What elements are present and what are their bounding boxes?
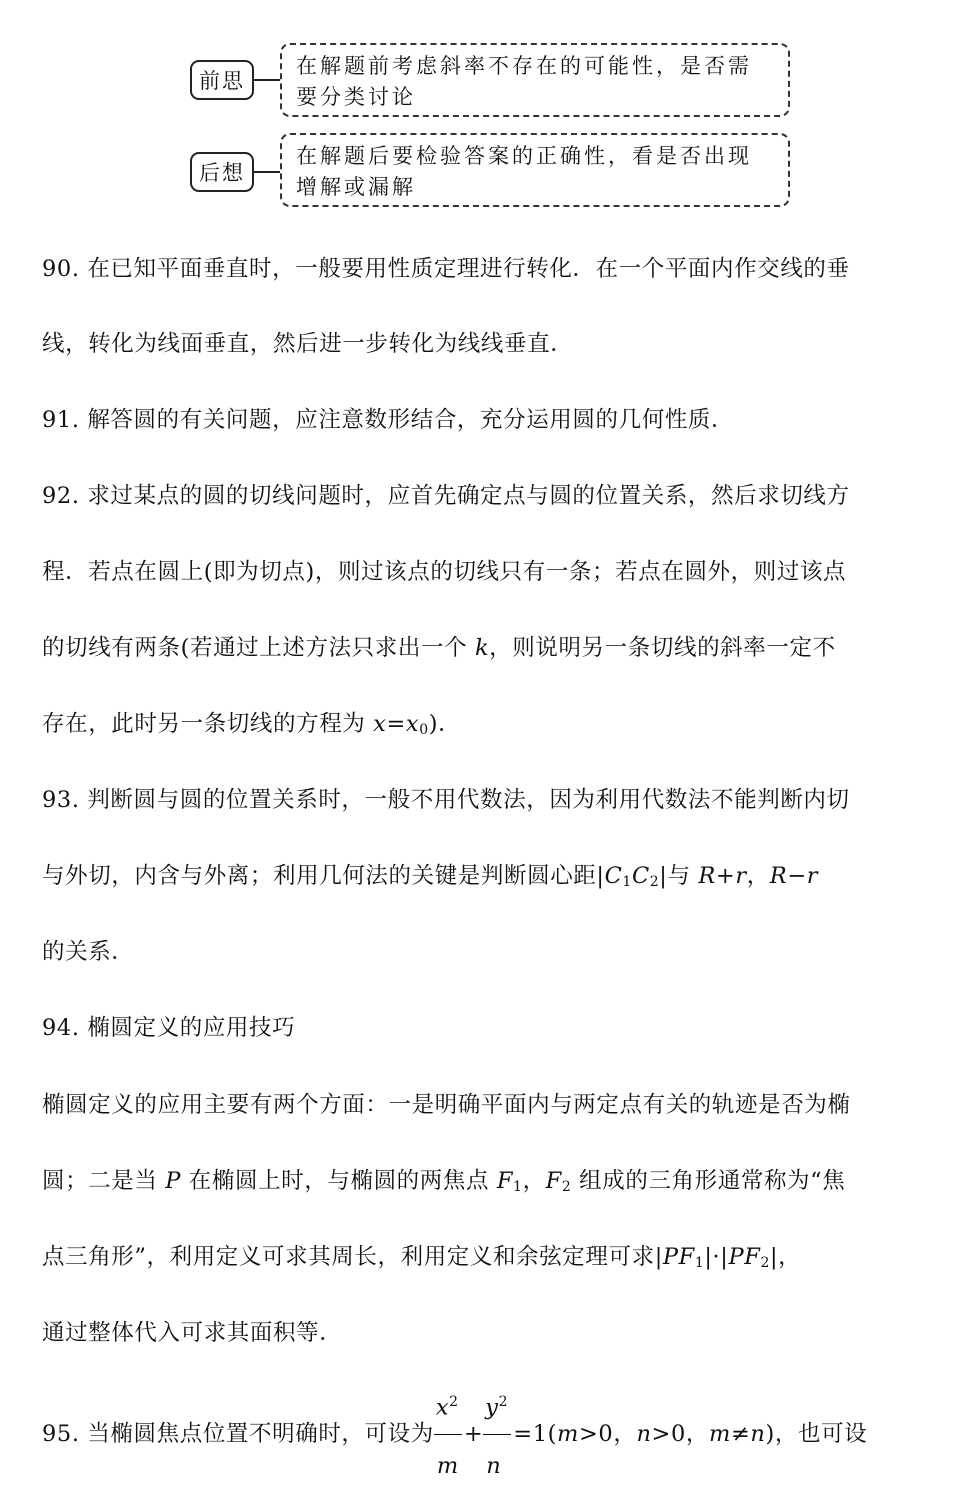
p94-line1: 椭圆定义的应用主要有两个方面：一是明确平面内与两定点有关的轨迹是否为椭 (42, 1092, 851, 1118)
p93-line3: 的关系． (42, 939, 135, 965)
p90-line1: 90. 在已知平面垂直时，一般要用性质定理进行转化．在一个平面内作交线的垂 (42, 256, 850, 282)
p90-line2: 线，转化为线面垂直，然后进一步转化为线线垂直． (42, 331, 574, 357)
tag-qiansi: 前思 (190, 60, 254, 100)
p94-line3: 点三角形”，利用定义可求其周长，利用定义和余弦定理可求$|PF_1|\cdot|PF_2|$， (42, 1244, 802, 1271)
tip-line: 在解题后要检验答案的正确性，看是否出现 (296, 144, 752, 168)
connector-line (254, 171, 280, 173)
p94-title: 94. 椭圆定义的应用技巧 (42, 1015, 296, 1041)
p92-line2: 程．若点在圆上(即为切点)，则过该点的切线只有一条；若点在圆外，则过该点 (42, 559, 847, 585)
tip-line: 要分类讨论 (296, 85, 416, 109)
p94-line4: 通过整体代入可求其面积等． (42, 1320, 343, 1346)
tip-line: 在解题前考虑斜率不存在的可能性，是否需 (296, 54, 752, 78)
p92-line1: 92. 求过某点的圆的切线问题时，应首先确定点与圆的位置关系，然后求切线方 (42, 483, 850, 509)
p92-line3: 的切线有两条(若通过上述方法只求出一个 k，则说明另一条切线的斜率一定不 (42, 635, 836, 661)
p93-line2: 与外切，内含与外离；利用几何法的关键是判断圆心距$|C_1C_2|$与 R+r，R−r (42, 863, 819, 890)
p92-line4: 存在，此时另一条切线的方程为 $x=x_0$)． (42, 711, 462, 738)
tag-houxiang: 后想 (190, 152, 254, 192)
connector-line (254, 79, 280, 81)
p94-line2: 圆；二是当 P 在椭圆上时，与椭圆的两焦点 $F_1$，$F_2$ 组成的三角形通常称为“焦 (42, 1168, 846, 1195)
p91-line1: 91. 解答圆的有关问题，应注意数形结合，充分运用圆的几何性质． (42, 407, 735, 433)
fraction-x2-m: $\frac{x^2}{m}$ (434, 1419, 464, 1449)
tip-line: 增解或漏解 (296, 175, 416, 199)
tip-box-before (280, 43, 790, 117)
tip-box-after (280, 133, 790, 207)
p93-line1: 93. 判断圆与圆的位置关系时，一般不用代数法，因为利用代数法不能判断内切 (42, 787, 850, 813)
p95-line1: 95. 当椭圆焦点位置不明确时，可设为 $\frac{x^2}{m}$ + $\frac{y^2}{n}$ =1(m>0，n>0，m≠n)，也可设 (42, 1394, 868, 1479)
fraction-y2-n: $\frac{y^2}{n}$ (483, 1419, 513, 1449)
